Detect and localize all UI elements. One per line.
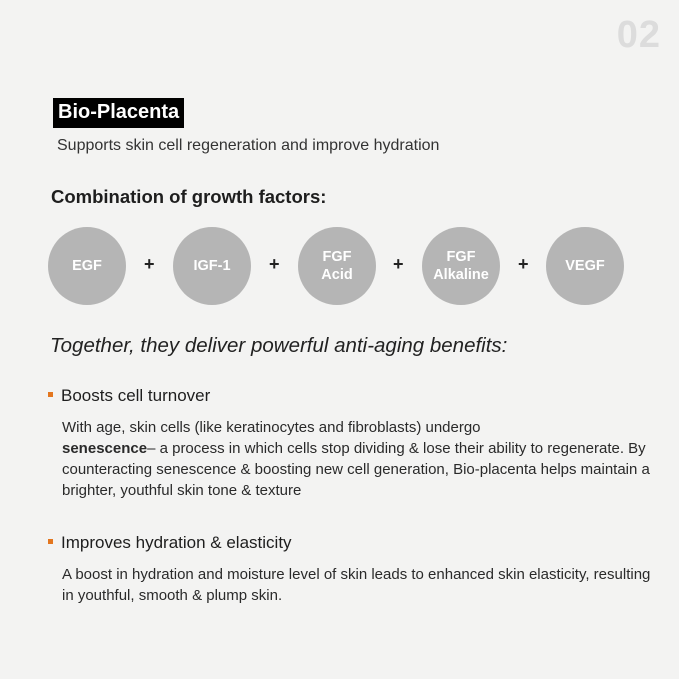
benefit-body-text: – a process in which cells stop dividing & lose their ability to regenerate. By counteracting senescence & boosting new cell generation, Bio-placenta helps maintain a brighter, youthful skin tone & texture xyxy=(62,440,650,499)
plus-sign: + xyxy=(269,254,280,274)
plus-sign: + xyxy=(518,254,529,274)
benefit-title-hydration xyxy=(48,533,292,553)
subtitle: Supports skin cell regeneration and improve hydration xyxy=(57,137,440,154)
factor-circle-fgf-alkaline: FGF Alkaline xyxy=(422,227,500,305)
combination-heading: Combination of growth factors: xyxy=(51,186,327,207)
benefit-title-cell-turnover xyxy=(48,386,210,406)
benefit-body-text: With age, skin cells (like keratinocytes and fibroblasts) undergo xyxy=(62,419,481,436)
factor-circle-igf-1: IGF-1 xyxy=(173,227,251,305)
bullet-icon xyxy=(48,539,53,544)
benefit-body-cell-turnover xyxy=(62,417,652,501)
bullet-icon xyxy=(48,392,53,397)
tagline: Together, they deliver powerful anti-aging benefits: xyxy=(50,334,508,357)
growth-factors-row xyxy=(48,227,626,307)
page-number: 02 xyxy=(616,14,661,56)
factor-circle-egf: EGF xyxy=(48,227,126,305)
plus-sign: + xyxy=(393,254,404,274)
benefit-title-text: Improves hydration & elasticity xyxy=(61,533,292,552)
benefit-title-text: Boosts cell turnover xyxy=(61,386,211,405)
benefit-body-hydration: A boost in hydration and moisture level of skin leads to enhanced skin elasticity, resulting in youthful, smooth & plump skin. xyxy=(62,566,651,604)
plus-sign: + xyxy=(144,254,155,274)
factor-circle-fgf-acid: FGF Acid xyxy=(298,227,376,305)
benefit-body-bold-term: senescence xyxy=(62,440,148,457)
title-badge: Bio-Placenta xyxy=(53,98,184,128)
factor-circle-vegf: VEGF xyxy=(546,227,624,305)
